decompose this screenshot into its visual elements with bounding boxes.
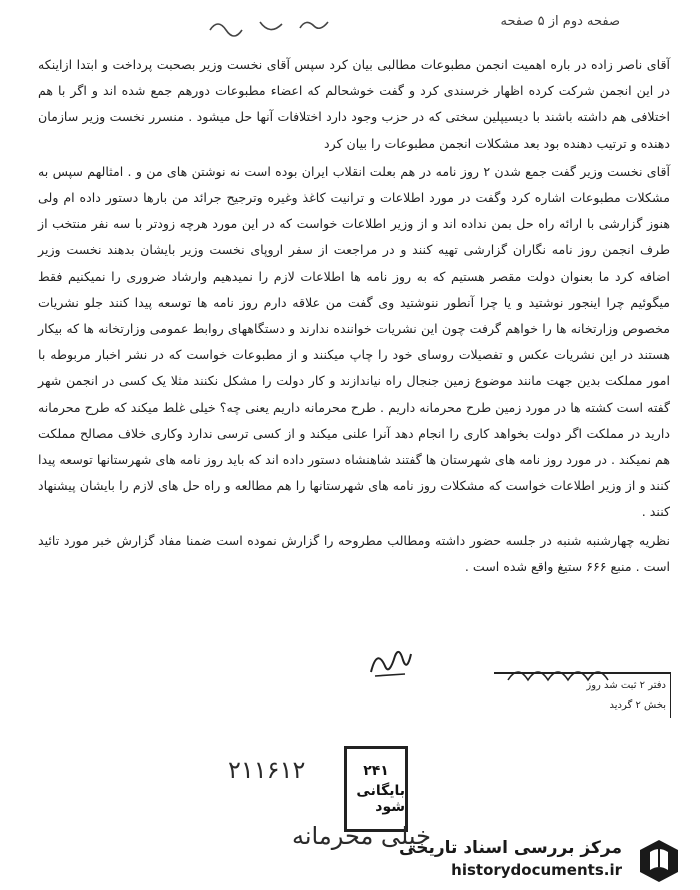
archive-stamp <box>344 746 408 832</box>
watermark-logo-icon <box>634 836 684 886</box>
watermark-url: historydocuments.ir <box>451 861 622 879</box>
document-number: ۲۱۱۶۱۲ <box>228 756 306 784</box>
paragraph-intro: آقای ناصر زاده در باره اهمیت انجمن مطبوعات مطالبی بیان کرد سپس آقای نخست وزیر بصحبت پرداخت و ابتدا ازاینکه در این انجمن شرکت کرده اظهار خرسندی کرد و گفت خوشحالم که اعضاء مطبوعات دورهم جمع شده اند و اگر با هم اختلافی هم داشته باشند با دیسیپلین سختی که در حزب وجود دارد اختلافات آنها حل میشود . منسرر نخست وزیر سازمان دهنده و ترتیب دهنده بود بعد مشکلات انجمن مطبوعات را بیان کرد <box>38 57 670 151</box>
registration-line-2: بخش ۲ گردید <box>609 700 666 711</box>
archive-stamp-label: بایگانی شود <box>356 783 405 815</box>
paragraph-assessment: نظریه چهارشنبه شنبه در جلسه حضور داشته ومطالب مطروحه را گزارش نموده است ضمنا مفاد گزارش خبر مورد تائید است . منبع ۶۶۶ ستیغ واقع شده است . <box>38 532 670 574</box>
registration-line-1: دفتر ۲ ثبت شد روز <box>586 680 666 691</box>
page-note: صفحه دوم از ۵ صفحه <box>500 14 620 29</box>
paragraph-main: آقای نخست وزیر گفت جمع شدن ۲ روز نامه در هم بعلت انقلاب ایران بوده است نه نوشتن های من و . امثالهم سپس به مشکلات مطبوعات اشاره کرد وگفت در مورد اطلاعات و ترانیت کاغذ وغیره وترجیح جرائد من بارها دستور داده ام ولی هنوز گزارشی با ارائه راه حل بمن نداده اند و از وزیر اطلاعات خواست که در این مورد هرچه زودتر با سه نفر منتخب از طرف انجمن روز نامه نگاران گزارشی تهیه کنند و در مراجعت از سفر اروپای نخست وزیر بایشان بدهند نخست وزیر اضافه کرد ما بعنوان دولت مقصر هستیم که به روز نامه ها اطلاعات لازم را نمیدهیم وارشاد ضروری را نمیکنیم فقط میگوئیم چرا اینجور نوشتید و یا چرا آنطور ننوشتید وی گفت من علاقه دارم روز نامه ها توسعه پیدا کنند جلو نشریات مخصوص وزارتخانه ها را خواهم گرفت چون این نشریات خواننده ندارند و دستگاههای روابط عمومی وزارتخانه ها که بیکار هستند در این نشریات عکس و تفصیلات روسای خود را چاپ میکنند و از مطبوعات خواست که در نشر اخبار مربوطه با امور مملکت بدین جهت مانند موضوع زمین جنجال راه نیاندازند و کار دولت را مشکل نکنند مثلا یک کسی در انجمن شهر گفته است کشته ها در مورد زمین طرح محرمانه داریم . طرح محرمانه داریم یعنی چه؟ خیلی غلط میکند که طرح محرمانه دارید در مملکت اگر دولت بخواهد کاری را انجام دهد آنرا علنی میکند و از کسی ترسی ندارد وکاری خلاف مصالح مملکت هم نمیکند . در مورد روز نامه های شهرستان ها گفتند شاهنشاه دستور داده اند که باید روز نامه های شهرستانها توسعه پیدا کنند و از وزیر اطلاعات خواست که مشکلات روز نامه های شهرستانها را هم مطالعه و راه حل های لازم را بایشان پیشنهاد کنند . <box>38 163 671 520</box>
archive-stamp-number: ۲۴۱ <box>363 763 389 779</box>
handwritten-signature <box>365 642 415 684</box>
header-handwriting-mark <box>200 12 350 40</box>
archive-watermark <box>388 834 688 886</box>
watermark-title: مرکز بررسی اسناد تاریخی <box>399 838 622 858</box>
page-header <box>200 14 620 29</box>
classification-note: خیلی محرمانه <box>292 822 431 850</box>
memo-body <box>38 52 670 580</box>
registration-stamp <box>494 672 671 718</box>
